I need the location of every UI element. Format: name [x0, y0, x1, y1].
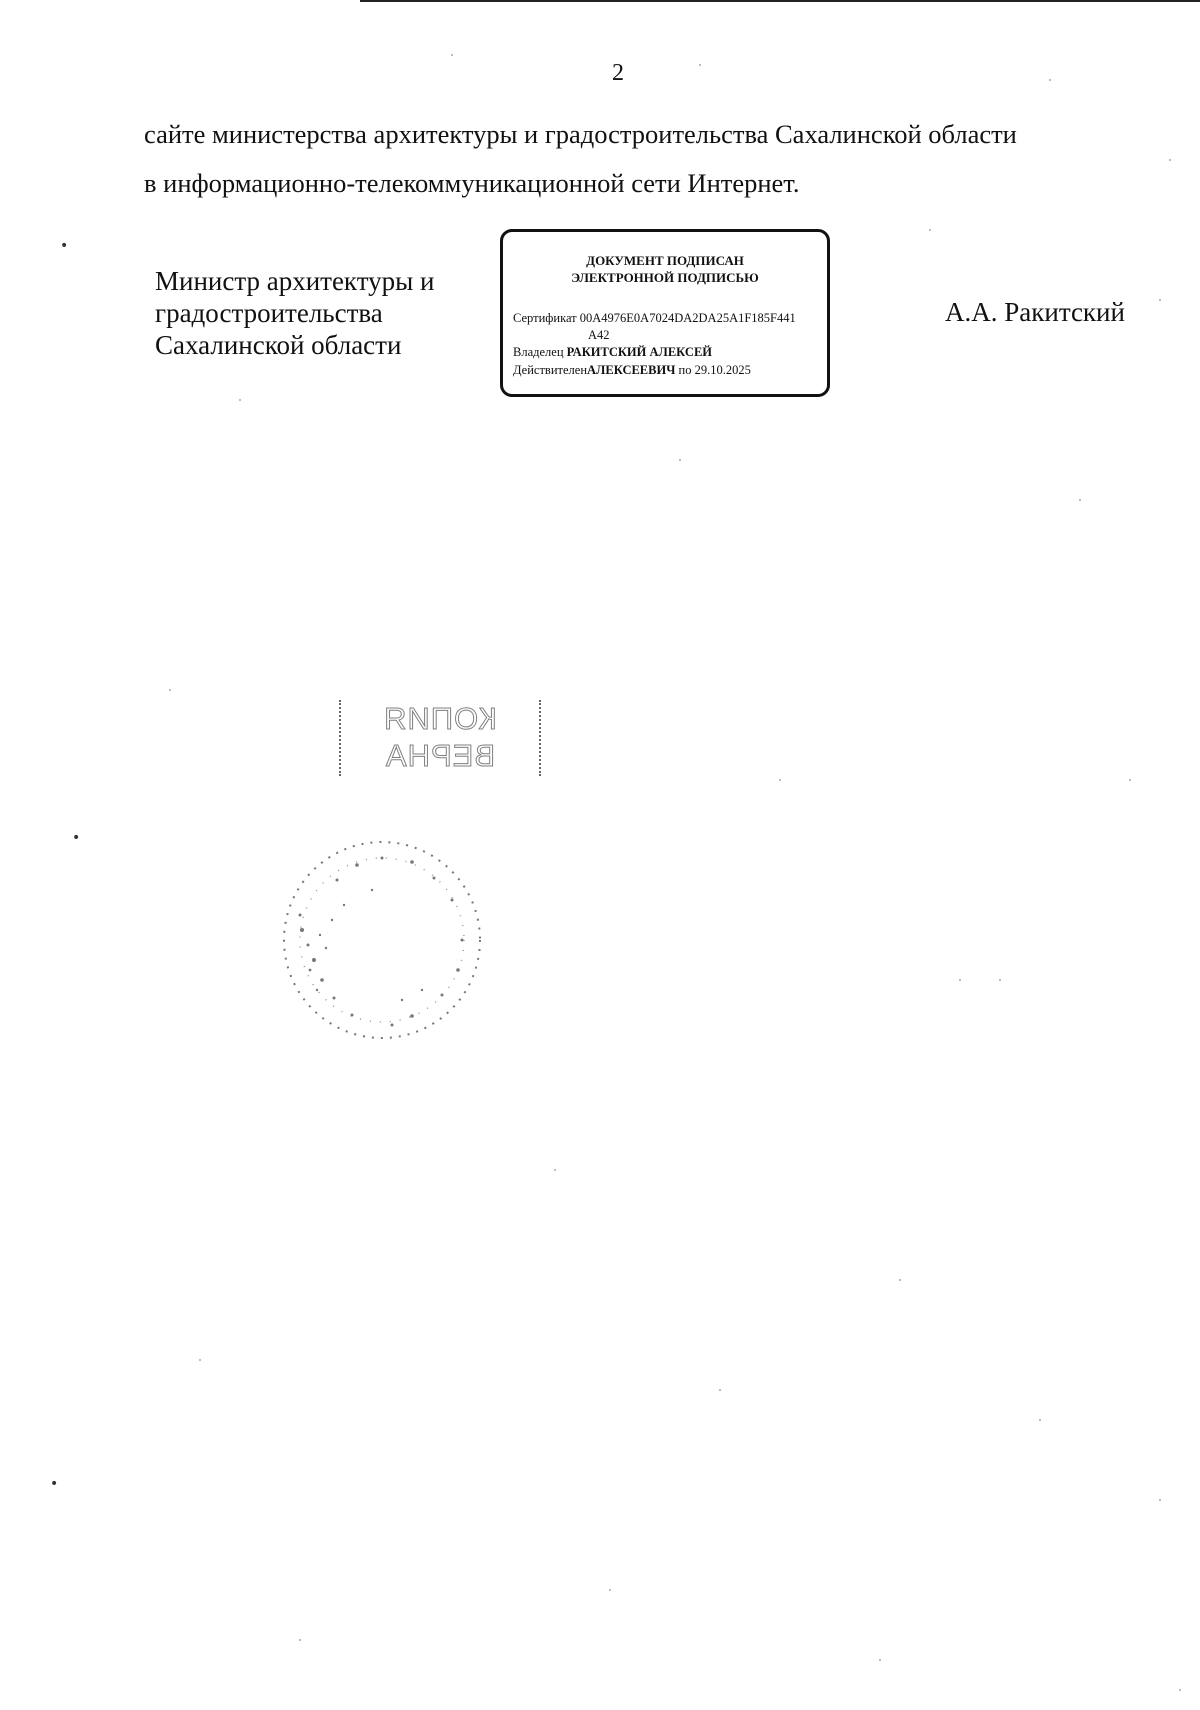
margin-mark: •	[72, 830, 81, 846]
position-line-3: Сахалинской области	[155, 330, 402, 360]
signatory-position	[155, 265, 434, 361]
esig-certificate-value: 00A4976E0A7024DA2DA25A1F185F441	[579, 311, 796, 325]
esig-title-line-1: ДОКУМЕНТ ПОДПИСАН	[586, 253, 744, 268]
seal-inner-ring	[300, 858, 464, 1022]
copy-certified-stamp	[335, 700, 545, 776]
esig-certificate-line	[513, 310, 796, 326]
margin-mark: •	[60, 238, 69, 254]
esig-valid-value: по 29.10.2025	[678, 363, 751, 377]
esig-owner-value: РАКИТСКИЙ АЛЕКСЕЙ	[566, 345, 713, 359]
copy-stamp-line-1: КОПИЯ	[383, 701, 497, 736]
esig-valid-line	[513, 362, 751, 378]
esig-title-line-2: ЭЛЕКТРОННОЙ ПОДПИСЬЮ	[571, 270, 759, 285]
faded-official-seal	[262, 820, 502, 1060]
signer-name: А.А. Ракитский	[945, 297, 1125, 327]
top-border-line	[360, 0, 1200, 2]
margin-mark: •	[50, 1476, 59, 1492]
copy-stamp-bar-left	[339, 700, 341, 776]
copy-stamp-line-2: ВЕРНА	[384, 738, 496, 773]
copy-stamp-bar-right	[539, 700, 541, 776]
position-line-2: градостроительства	[155, 298, 383, 328]
copy-stamp-text	[375, 700, 505, 774]
esig-valid-label: Действителен	[513, 363, 588, 377]
esig-owner-label: Владелец	[513, 345, 564, 359]
esig-certificate-label: Сертификат	[513, 311, 577, 325]
body-paragraph	[144, 110, 1104, 208]
esig-title	[503, 252, 827, 286]
page-number: 2	[612, 60, 624, 86]
position-line-1: Министр архитектуры и	[155, 266, 435, 296]
body-line-1: сайте министерства архитектуры и градостроительства Сахалинской области	[144, 119, 1017, 149]
body-line-2: в информационно-телекоммуникационной сети Интернет.	[144, 168, 800, 198]
seal-outer-ring	[284, 842, 480, 1038]
esig-certificate-value-cont: A42	[588, 328, 610, 342]
esig-valid-overprint: АЛЕКСЕЕВИЧ	[587, 363, 676, 377]
esig-owner-line	[513, 344, 712, 360]
electronic-signature-stamp	[500, 229, 830, 397]
